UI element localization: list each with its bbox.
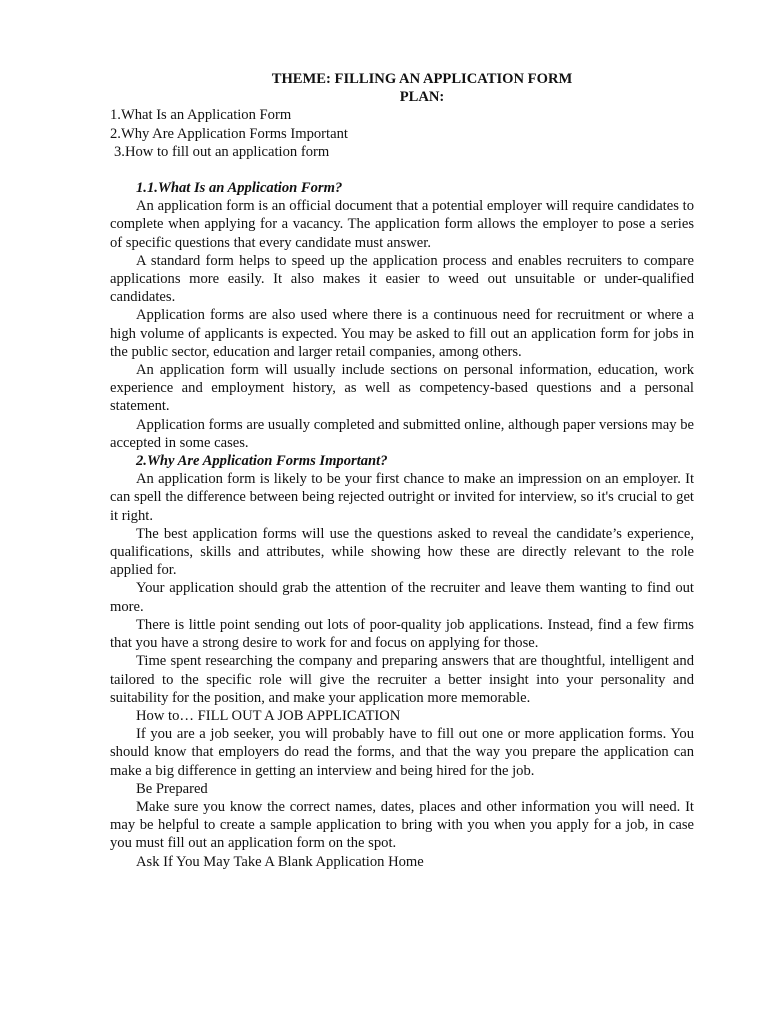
subheading-be-prepared: Be Prepared [136,780,208,797]
plan-item-2: 2.Why Are Application Forms Important [110,125,348,142]
section-heading-2: 2.Why Are Application Forms Important? [136,453,388,470]
paragraph: An application form will usually include sections on personal information, education, work experience and employment history, as well as competency-based questions and a personal statement. [110,362,694,415]
paragraph: The best application forms will use the questions asked to reveal the candidate’s experience, qualifications, skills and attributes, while showing how these are directly relevant to the role applied for. [110,525,694,579]
paragraph: An application form is an official document that a potential employer will require candidates to complete when applying for a vacancy. The application form allows the employer to pose a series of specific questions that every candidate must answer. [110,198,694,251]
paragraph: Make sure you know the correct names, dates, places and other information you will need. It may be helpful to create a sample application to bring with you when you apply for a job, in case you must fill out an application form on the spot. [110,798,694,852]
section-heading-3: How to… FILL OUT A JOB APPLICATION [136,707,401,724]
paragraph: If you are a job seeker, you will probably have to fill out one or more application forms. You should know that employers do read the forms, and that the way you prepare the application can make a big difference in getting an interview and being hired for the job. [110,726,694,779]
paragraph: A standard form helps to speed up the application process and enables recruiters to compare applications more easily. It also makes it easier to weed out unsuitable or under-qualified candidates. [110,252,694,306]
paragraph: There is little point sending out lots of poor-quality job applications. Instead, find a few firms that you have a strong desire to work for and focus on applying for those. [110,616,694,652]
paragraph: Time spent researching the company and preparing answers that are thoughtful, intelligent and tailored to the specific role will give the recruiter a better insight into your personality and suitability for the position, and make your application more memorable. [110,653,694,706]
paragraph: Your application should grab the attention of the recruiter and leave them wanting to find out more. [110,580,694,615]
plan-item-1: 1.What Is an Application Form [110,107,292,124]
document-title: THEME: FILLING AN APPLICATION FORM [271,71,573,87]
section-heading-1: 1.1.What Is an Application Form? [136,180,343,197]
plan-item-3: 3.How to fill out an application form [114,143,330,160]
subheading-ask-blank-application: Ask If You May Take A Blank Application Home [136,853,424,870]
paragraph: Application forms are also used where there is a continuous need for recruitment or where a high volume of applicants is expected. You may be asked to fill out an application form for jobs in the public sector, education and larger retail companies, among others. [110,307,694,360]
paragraph: Application forms are usually completed and submitted online, although paper versions may be accepted in some cases. [110,416,694,451]
plan-label: PLAN: [399,89,445,106]
document-page [110,70,694,871]
paragraph: An application form is likely to be your first chance to make an impression on an employer. It can spell the difference between being rejected outright or invited for interview, so it's crucial to get it right. [110,471,694,524]
spacer [110,161,694,179]
